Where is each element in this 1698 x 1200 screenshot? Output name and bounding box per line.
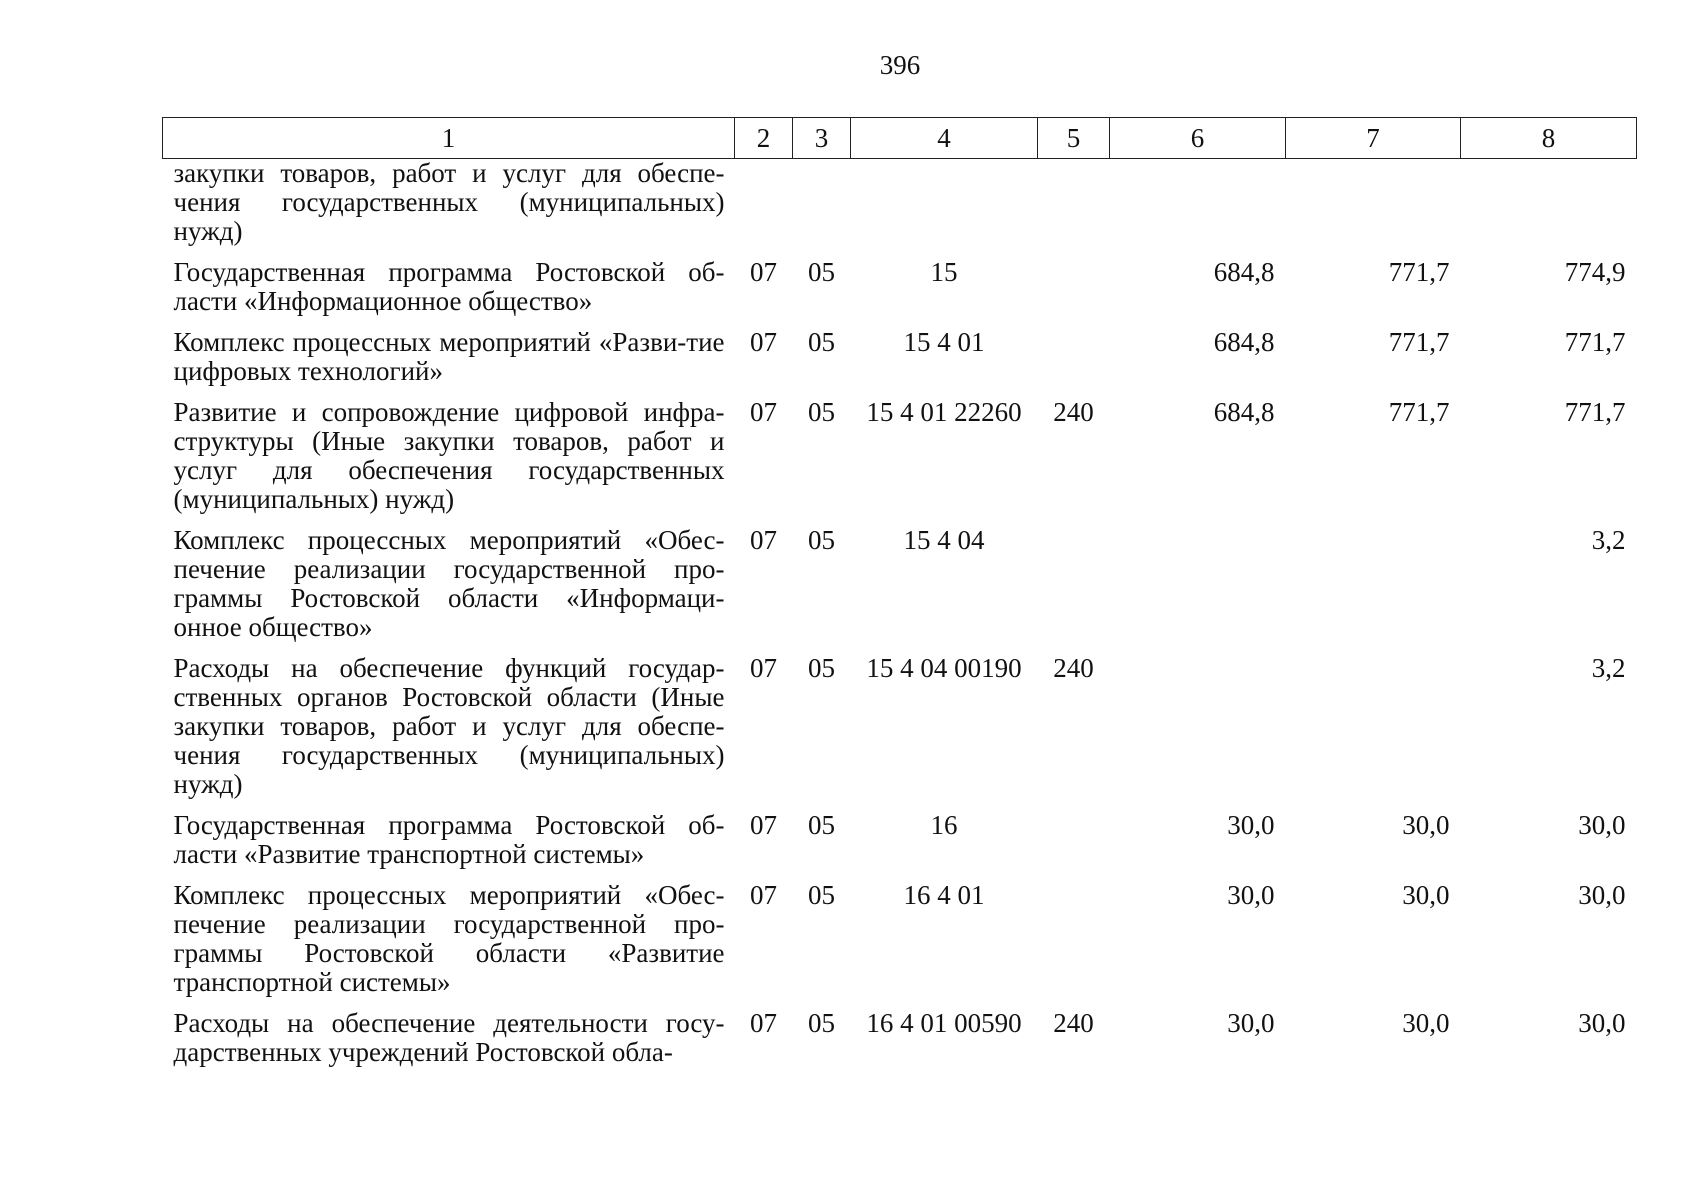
row-value-col-8: 30,0 [1578,1008,1626,1038]
row-section: 07 [750,1008,777,1038]
row-value-col-7: 30,0 [1402,810,1450,840]
table-row [163,258,1637,328]
row-description: Расходы на обеспечение функций государ-ственных органов Ростовской области (Иные закупки товаров, работ и услуг для обеспе-чения государственных (муниципальных) нужд) [173,653,725,799]
row-description: Комплекс процессных мероприятий «Обес-печение реализации государственной про-граммы Ростовской области «Информаци-онное общество» [173,525,725,642]
row-expense-type: 240 [1053,397,1094,427]
row-subsection: 05 [808,880,835,910]
row-value-col-7: 771,7 [1388,397,1450,427]
row-section: 07 [750,653,777,683]
header-row [163,118,1637,159]
row-value-col-6: 684,8 [1213,397,1275,427]
row-target-code: 15 [930,257,958,287]
header-col-3: 3 [793,118,851,159]
row-subsection: 05 [808,653,835,683]
row-section: 07 [750,525,777,555]
row-description: Комплекс процессных мероприятий «Обес-печение реализации государственной про-граммы Ростовской области «Развитие транспортной системы» [173,880,725,997]
row-value-col-8: 30,0 [1578,810,1626,840]
table-header [163,118,1637,159]
row-value-col-8 [1461,159,1637,259]
row-description: Комплекс процессных мероприятий «Разви-тие цифровых технологий» [173,327,725,386]
header-col-6: 6 [1110,118,1286,159]
row-subsection: 05 [808,810,835,840]
row-value-col-6: 684,8 [1213,257,1275,287]
row-value-col-6: 30,0 [1227,1008,1275,1038]
row-target-code: 15 4 01 [903,327,985,357]
row-expense-type: 240 [1053,1008,1094,1038]
row-subsection [793,159,851,259]
table-row [163,328,1637,398]
row-description: Государственная программа Ростовской об-ласти «Развитие транспортной системы» [173,810,725,869]
row-subsection: 05 [808,257,835,287]
row-target-code [851,159,1038,259]
table-row [163,526,1637,654]
row-description: закупки товаров, работ и услуг для обеспе-чения государственных (муниципальных) нужд) [173,158,725,246]
row-value-col-8: 30,0 [1578,880,1626,910]
row-expense-type [1038,328,1110,398]
row-description: Расходы на обеспечение деятельности госу-дарственных учреждений Ростовской обла- [173,1008,725,1067]
row-value-col-6 [1110,654,1286,811]
row-subsection: 05 [808,397,835,427]
row-expense-type [1038,811,1110,881]
row-expense-type [1038,881,1110,1009]
row-target-code: 15 4 04 [903,525,985,555]
row-subsection: 05 [808,525,835,555]
row-target-code: 16 4 01 00590 [866,1008,1022,1038]
row-value-col-7: 771,7 [1388,327,1450,357]
header-col-1: 1 [163,118,735,159]
row-description: Государственная программа Ростовской об-ласти «Информационное общество» [173,257,725,316]
row-value-col-8: 3,2 [1591,525,1626,555]
row-section: 07 [750,327,777,357]
row-value-col-7 [1286,159,1461,259]
page-number: 396 [879,50,921,80]
row-value-col-6 [1110,526,1286,654]
row-subsection: 05 [808,1008,835,1038]
row-value-col-6: 684,8 [1213,327,1275,357]
row-section: 07 [750,810,777,840]
header-col-2: 2 [735,118,793,159]
row-expense-type [1038,258,1110,328]
row-section: 07 [750,257,777,287]
header-col-4: 4 [851,118,1038,159]
table-body [163,159,1637,1080]
table-row [163,1009,1637,1079]
row-value-col-6 [1110,159,1286,259]
row-target-code: 15 4 01 22260 [866,397,1022,427]
table-row [163,159,1637,259]
row-target-code: 16 [930,810,958,840]
row-value-col-7: 30,0 [1402,1008,1450,1038]
row-value-col-7 [1286,526,1461,654]
row-expense-type [1038,159,1110,259]
row-section: 07 [750,397,777,427]
row-subsection: 05 [808,327,835,357]
row-expense-type [1038,526,1110,654]
row-value-col-7: 30,0 [1402,880,1450,910]
header-col-7: 7 [1286,118,1461,159]
row-value-col-8: 771,7 [1564,397,1626,427]
table-row [163,811,1637,881]
header-col-5: 5 [1038,118,1110,159]
row-value-col-6: 30,0 [1227,810,1275,840]
row-value-col-8: 774,9 [1564,257,1626,287]
table-row [163,881,1637,1009]
row-section: 07 [750,880,777,910]
row-value-col-7: 771,7 [1388,257,1450,287]
row-value-col-6: 30,0 [1227,880,1275,910]
budget-table [162,117,1637,1079]
row-value-col-8: 3,2 [1591,653,1626,683]
header-col-8: 8 [1461,118,1637,159]
row-target-code: 16 4 01 [903,880,985,910]
table-row [163,398,1637,526]
row-value-col-8: 771,7 [1564,327,1626,357]
row-description: Развитие и сопровождение цифровой инфра-структуры (Иные закупки товаров, работ и услуг для обеспечения государственных (муниципальных) нужд) [173,397,725,514]
row-target-code: 15 4 04 00190 [866,653,1022,683]
row-section [735,159,793,259]
table-row [163,654,1637,811]
row-value-col-7 [1286,654,1461,811]
row-expense-type: 240 [1053,653,1094,683]
